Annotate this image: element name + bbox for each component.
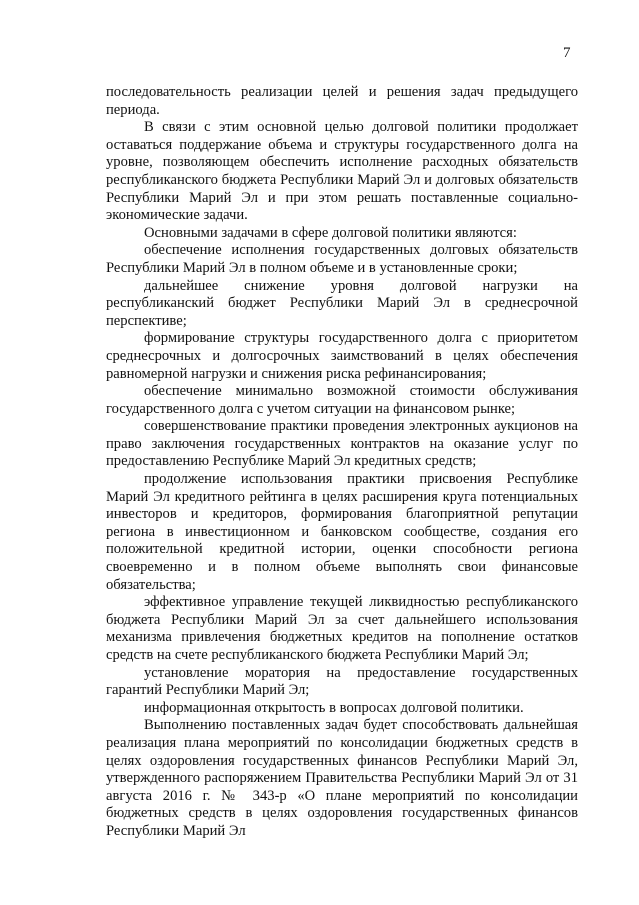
paragraph-task-2: дальнейшее снижение уровня долговой нагрузки на республиканский бюджет Республики Марий Эл в среднесрочной перспективе; — [106, 277, 578, 329]
paragraph-task-7: эффективное управление текущей ликвидностью республиканского бюджета Республики Марий Эл за счет дальнейшего использования механизма привлечения бюджетных кредитов на пополнение остатков средств на счете республиканского бюджета Республики Марий Эл; — [106, 594, 578, 663]
paragraph-task-8: установление моратория на предоставление государственных гарантий Республики Марий Эл; — [106, 664, 578, 699]
paragraph-task-6: продолжение использования практики присвоения Республике Марий Эл кредитного рейтинга в целях расширения круга потенциальных инвесторов и кредиторов, формирования благоприятной репутации региона в инвестиционном и банковском сообществе, создания его положительной кредитной истории, оценки способности региона своевременно и в полном объеме выполнять свои финансовые обязательства; — [106, 471, 578, 593]
paragraph-implementation: Выполнению поставленных задач будет способствовать дальнейшая реализация плана мероприятий по консолидации бюджетных средств в целях оздоровления государственных финансов Республики Марий Эл, утвержденного распоряжением Правительства Республики Марий Эл от 31 августа 2016 г. № 343-р «О плане мероприятий по консолидации бюджетных средств в целях оздоровления государственных финансов Республики Марий Эл — [106, 717, 578, 839]
paragraph-task-5: совершенствование практики проведения электронных аукционов на право заключения государственных контрактов на оказание услуг по предоставлению Республике Марий Эл кредитных средств; — [106, 418, 578, 470]
body-text — [106, 84, 578, 841]
page-number: 7 — [563, 45, 571, 61]
paragraph-task-4: обеспечение минимально возможной стоимости обслуживания государственного долга с учетом ситуации на финансовом рынке; — [106, 383, 578, 417]
paragraph-continuation: последовательность реализации целей и решения задач предыдущего периода. — [106, 84, 578, 118]
paragraph-task-9: информационная открытость в вопросах долговой политики. — [144, 699, 524, 716]
paragraph-main-goal: В связи с этим основной целью долговой политики продолжает оставаться поддержание объема и структуры государственного долга на уровне, позволяющем обеспечить исполнение расходных обязательств республиканского бюджета Республики Марий Эл и долговых обязательств Республики Марий Эл и при этом решать поставленные социально-экономические задачи. — [106, 119, 578, 224]
paragraph-tasks-heading: Основными задачами в сфере долговой политики являются: — [144, 224, 517, 241]
paragraph-task-1: обеспечение исполнения государственных долговых обязательств Республики Марий Эл в полном объеме и в установленные сроки; — [106, 242, 578, 276]
paragraph-task-3: формирование структуры государственного долга с приоритетом среднесрочных и долгосрочных заимствований в целях обеспечения равномерной нагрузки и снижения риска рефинансирования; — [106, 330, 578, 382]
